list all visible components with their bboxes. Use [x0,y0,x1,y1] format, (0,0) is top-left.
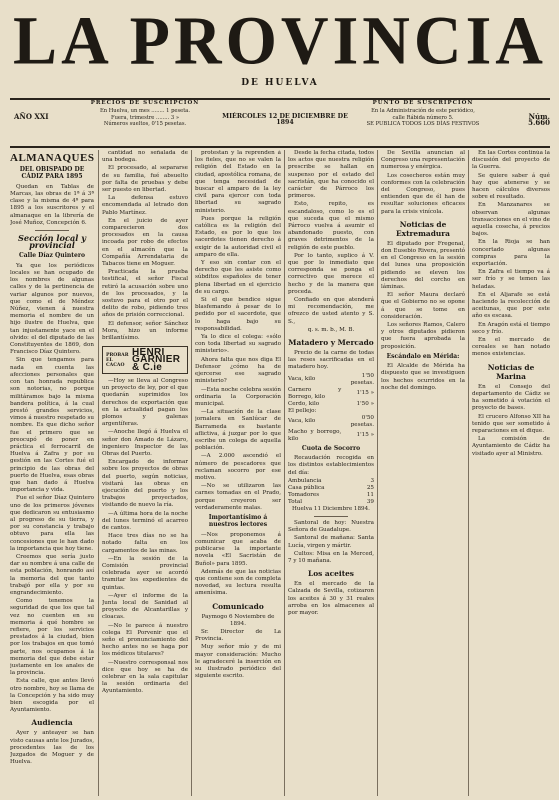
prices-heading: PRECIOS DE SUSCRIPCIÓN [90,100,200,106]
table-row [288,415,374,429]
paragraph: En el Aljarafe se está haciendo la recolección de aceitunas, que por este año es escasa. [472,291,550,320]
paragraph: Desde la fecha citada, todos los actos que nuestra religión prescribe se hallan en suspenso por el estado del sacristán, que ha conocido el carácter de Párroco los primeros. [288,150,374,200]
table-cell: Ambulancia [288,477,322,484]
article-title: Comunicado [212,601,264,611]
table-date: Huelva 11 Diciembre 1894. [292,505,370,512]
paragraph: En el Consejo del departamento de Cádiz se ha sometido á votación el proyecto de bases. [472,383,550,412]
paragraph: Santoral de hoy: Nuestra Señora de Guadalupe. [288,519,374,534]
paragraph: Y eso sin contar con el derecho que les asiste como súbditos españoles de tener plena libertad en el ejercicio de su cargo. [195,260,281,295]
paragraph: Confiado en que atenderá mi recomendación, me ofrezco de usted atento y S. S., [288,297,374,325]
table-cell [341,408,374,415]
paragraph: En Aragón está el tiempo seco y frío. [472,321,550,335]
paragraph: Creemos que sería justo dar su nombre á una calle de esta población, honrando así la memoria del que tanto trabajó por ella y por su engrandecimiento. [10,553,94,596]
paragraph: Ahora falta que nos diga El Defensor ¿cómo ha de ejercerse ese sagrado ministerio? [195,356,281,385]
table-row [288,492,374,499]
paragraph: En el mercado de cereales se han notado menos existencias. [472,337,550,358]
paragraph: El diputado por Fregenal, don Eusebio Rivera, presentó en el Congreso en la sesión del lunes una proposición pidiendo se eleven los derechos del corcho en láminas. [381,240,465,291]
price-table [288,373,374,443]
paragraph: El crucero Alfonso XII ha tenido que ser sometido á reparaciones en el dique. [472,413,550,434]
table-row [288,373,374,387]
subscription-point [348,100,498,127]
table-cell: 1'50 pesetas. [350,372,374,386]
table-cell: Vaca, kilo [288,376,316,383]
paragraph: Ayer y anteayer se han visto causas ante los Jurados, procedentes las de los Juzgados de Moguer y de Huelva. [10,730,94,766]
paragraph: De Sevilla anuncian al Congreso una representación numerosa y enérgica. [381,150,465,171]
table-cell: Carnero y Borrego, kilo [288,386,342,400]
paragraph: —A última hora de la noche del lunes terminó el acarreo de cantos. [102,510,188,531]
paragraph: Recaudación recogida en los distintos establecimientos del día: [288,455,374,476]
table-cell: El pellejo: [288,407,317,414]
paragraph: Paymogo 6 Noviembre de 1894. [201,613,275,627]
table-cell: 11 [366,491,374,498]
table-cell: Macho y borrego, kilo [288,428,342,442]
paragraph: Ya lo dice el colega: «sólo con toda libertad su sagrado ministerio». [195,334,281,355]
paragraph: —En la sesión de la Comisión provincial celebrada ayer se acordó tramitar los expedientes de quintas. [102,555,188,591]
table-cell: Tomadores [288,491,320,498]
paragraph: El señor Maura declaró que el Gobierno no se opone á que se tome en consideración. [381,292,465,320]
paragraph: —Hoy se lleva al Congreso un proyecto de ley, por el que quedarán suprimidos los derechos de exportación que en la actualidad pagan los plomos y galenas argentíferas. [102,377,188,428]
table-row [288,478,374,485]
paragraph: La defensa estuvo encomendada al letrado don Pablo Martínez. [102,195,188,216]
paragraph: En el juicio de ayer comparecieron dos procesados en la causa incoada por robo de efectos en el almacén que la Compañía Arrendataria de Tabacos tiene en Moguer. [102,217,188,268]
paragraph: El procesado, al separarse de su familia, fué absuelto por falta de pruebas y debe ser puesto en libertad. [102,165,188,194]
price-line: Números sueltos, 0'15 pesetas. [103,120,187,127]
paragraph: Pues porque la religión católica es la religión del Estado, es por lo que los sacerdotes tienen derecho á exigir de la autoridad civil el amparo de ella. [195,215,281,258]
table-cell: 1'50 » [356,400,374,407]
paragraph: Cultos: Misa en la Merced, 7 y 10 mañana. [288,550,374,564]
article-title: Los aceites [308,569,354,579]
paragraph: Precio de la carne de todas las reses sacrificadas en el matadero hoy. [288,350,374,371]
column-rule [98,150,99,796]
table-cell: 39 [366,498,374,505]
paragraph: —Anoche llegó á Huelva el señor don Amado de Lázaro, ingeniero Inspector de las Obras del Puerto. [102,429,188,457]
paragraph: Santoral de mañana: Santa Lucía, virgen y mártir. [288,535,374,549]
newspaper-title: LA PROVINCIA [13,2,547,80]
paragraph: Encargado de informar sobre los proyectos de obras del puerto, según noticias, visitará las obras en ejecución del puerto y los trabajos proyectados, visitando de nuevo la ría. [102,459,188,509]
column-1 [10,150,94,796]
paragraph: En las Cortes continúa la discusión del proyecto de la Guerra. [472,150,550,171]
column-rule [377,150,378,796]
paragraph: Los cosecheros están muy conformes con la celebración del Congreso, pues entienden que de él han de resultar soluciones eficaces para la crisis vinícola. [381,172,465,215]
subscription-point-heading: PUNTO DE SUSCRIPCIÓN [372,100,474,106]
masthead [10,2,550,88]
paragraph: cantidad no señalada de una bodega. [102,150,188,164]
newspaper-subtitle: DE HUELVA [241,78,319,88]
issue-date: MIÉRCOLES 12 DE DICIEMBRE DE 1894 [222,113,348,127]
issue-year: AÑO XXI [14,112,49,121]
price-line: Fuera, trimestre ........ 3 » [110,114,179,121]
paragraph: —La situación de la clase jornalera en Sanlúcar de Barrameda es bastante aflictiva, á juzgar por lo que escribe un colega de aquella población. [195,409,281,452]
column-rule [468,150,469,796]
paragraph: En Zafra el tiempo va á ser frío y se temen las heladas. [472,269,550,290]
almanac-subheading: DEL OBISPADO DE CÁDIZ PARA 1895 [19,166,85,181]
table-row [288,429,374,443]
table-cell: Casa pública [288,484,325,491]
article-title: Noticias de Extremadura [396,219,450,238]
table-cell: 25 [366,484,374,491]
paragraph: Hace tres días no se ha notado falta en los cargamentos de las minas. [102,533,188,554]
paragraph: Esto, repito, es escandaloso, como lo es el que suceda que el mismo Párroco vuelva á asumir el abandonado puesto, con graves detrimentos de la religión de este pueblo. [288,201,374,251]
table-cell: Vaca, kilo [288,418,316,425]
paragraph: Practicada la prueba testifical, el señor Fiscal retiró la acusación sobre uno de los procesados, y la sostuvo para el otro por el delito de robo, pidiendo tres años de prisión correccional. [102,269,188,319]
subscription-line: SE PUBLICA TODOS LOS DÍAS FESTIVOS [366,120,480,127]
article-title: Audiencia [31,718,73,728]
article-title: Matadero y Mercado [288,338,374,348]
table-row [288,387,374,401]
infobar-rule [10,146,550,148]
paragraph: —Nuestro corresponsal nos dice que hoy se ha de celebrar en la sala capitular la sesión ordinaria del Ayuntamiento. [102,659,188,695]
info-bar [10,100,550,144]
table-row [288,499,374,506]
almanac-text: Quedan en Tablas de Marcas, las obras de 1ª á 3ª clase y la misma de 4ª para 1895 a los suscritores y el almanaque en la librería de José Muñoz, Concepción 6. [10,183,94,226]
almanac-heading: ALMANAQUES [10,152,94,164]
column-rule [191,150,192,796]
article-title: Escándalo en Mérida: [386,352,460,360]
table-cell: Total [288,498,303,505]
table-cell: 1'15 » [356,390,374,397]
paragraph: —Nos proponemos á comunicar que acaba de publicarse la importante novela «El Sacristán de Buñol» para 1895. [195,531,281,567]
paragraph: En la Rioja se han concertado algunas compras para la exportación. [472,239,550,268]
table-cell: 0'50 pesetas. [350,414,374,428]
table-cell: 1'15 » [356,432,374,439]
paragraph: Además de que las noticias que contiene son de completa novedad, su lectura resulta amenísima. [195,568,281,597]
paragraph: En Manzanares se observan algunas transacciones en el vino de aquella cosecha, á precios bajos. [472,202,550,238]
paragraph: —No se utilizaron las carnes tomadas en el Prado, porque creyeron ser verdaderamente malas. [195,483,281,511]
table-row [288,408,374,415]
paragraph: —Ayer el informe de la Junta local de Sanidad al proyecto de Alcantarillas y cloacas. [102,592,188,621]
subscription-line: calle Rábida número 5. [392,114,454,121]
table-cell: 3 [370,477,374,484]
paragraph: Como tenemos la seguridad de que los que tal vez no cuenten en su memoria á qué hombre se refiere, por los servicios prestados á la ciudad, bien por los trabajos en que tomó parte, nos ocupamos á la memoria del que debe estar justamente en los anales de la provincia. [10,598,94,677]
paragraph: Los señores Ramos, Calero y otros diputados pidieron que fuera aprobada la proposición. [381,322,465,350]
subscription-line: En la Administración de este periódico, [371,108,475,115]
paragraph: Por lo tanto, suplico á V. que por lo inmediato que corresponda se ponga el correctivo que merece el hecho y de la manera que proceda. [288,252,374,295]
paragraph: El defensor, señor Sánchez Mora, hizo un informe brillantísimo. [102,320,188,342]
column-4 [288,150,374,796]
ad-caption: PROBAR EL CACAO [106,352,129,368]
signature: q. s. m. b., M. B. [307,326,355,333]
section-title: Sección local y provincial [17,233,87,251]
divider [35,230,69,231]
article-title: Calle Díaz Quintero [19,252,85,260]
ad-brand: HENRI GARNIER & C.ie [132,347,181,373]
paragraph: protestan y la reprenden á los fieles, que no se valen la religión del Estado en la ciudad, apostólica romana, de que tenga necesidad de buscar el amparo de la ley civil para ejercer con toda libertad su sagrado ministerio. [195,150,281,214]
article-title: Importantísimo á nuestros lectores [208,513,268,529]
paragraph: La comisión de Ayuntamiento de Cádiz ha visitado ayer al Ministro. [472,436,550,457]
paragraph: Muy señor mío y de mi mayor consideración: Mucho le agradeceré la inserción en su ilustrado periódico del siguiente escrito. [195,644,281,680]
article-title: Cuota de Socorro [301,444,361,452]
paragraph: Sin que tengamos para nada en cuenta las afecciones personales que con tan honrada republica son notorias, no porque militáramos bajo la misma bandera política, á la cual prestó grandes servicios, vimos á nuestro respetado su nombre. Es que dicho señor fue el primero que se preocupó de poner en práctica el ferrocarril de Huelva á Zafra y por su gestión en las Cortes fué el principio de las obras del puerto de Huelva, esas obras que han dado á Huelva importancia y vida. [10,357,94,494]
paragraph: Si el que bendice sigue blasfemando á pesar de lo pedido por el sacerdote, que lo haga bajo su responsabilidad. [195,297,281,332]
paragraph: Fue el señor Díaz Quintero uno de los primeros jóvenes que dedicaron su entusiasmo al progreso de su tierra, y por su constancia y trabajo obtuvo para ella las concesiones que le han dado la importancia que hoy tiene. [10,495,94,552]
paragraph: Esta calle, que antes llevó otro nombre, hoy se llama de la Concepción y ha sido muy bien escogida por el Ayuntamiento. [10,678,94,714]
table-row [288,401,374,408]
article-title: Noticias de Marina [487,362,535,381]
table-cell: Cerdo, kilo [288,400,320,407]
collection-table [288,478,374,506]
column-6 [472,150,550,796]
table-row [288,485,374,492]
subscription-prices [70,100,220,127]
issue-number: Núm. 5.660 [528,112,550,128]
column-3 [195,150,281,796]
paragraph: Sr. Director de La Provincia. [195,629,281,643]
paragraph: —Esta noche celebra sesión ordinaria la Corporación municipal. [195,386,281,407]
paragraph: Ya que los periódicos locales se han ocupado de los nombres de algunas calles y de la pertinencia de variar algunos por nuevos, que como el de Méndez Núñez, vienen á nuestra memoria el nombre de un hijo ilustre de Huelva, que tan injustamente yace en el olvido: el del diputado de las Constituyentes de 1869, don Francisco Díaz Quintero. [10,262,94,356]
paragraph: —A 2.000 ascendió el número de pescadores que reclaman socorro por ese motivo. [195,453,281,481]
paragraph: —No le parece á nuestro colega El Porvenir que el seño el pronunciamiento del hecho antes no se haga por los médicos titulares? [102,622,188,658]
paragraph: El Alcalde de Mérida ha dispuesto que se investiguen los hechos ocurridos en la noche del domingo. [381,363,465,391]
column-5 [381,150,465,796]
divider [314,516,348,517]
advertisement [102,346,188,374]
paragraph: Se quiere saber á qué hay que atenerse y se hacen cálculos diversos sobre el resultado. [472,172,550,201]
column-rule [284,150,285,796]
column-2 [102,150,188,796]
price-line: En Huelva, un mes ........ 1 peseta. [99,108,191,115]
paragraph: En el mercado de la Calzada de Sevilla, cotizaron los aceites á 30 y 31 reales arroba en los almacenes al por mayor. [288,581,374,616]
